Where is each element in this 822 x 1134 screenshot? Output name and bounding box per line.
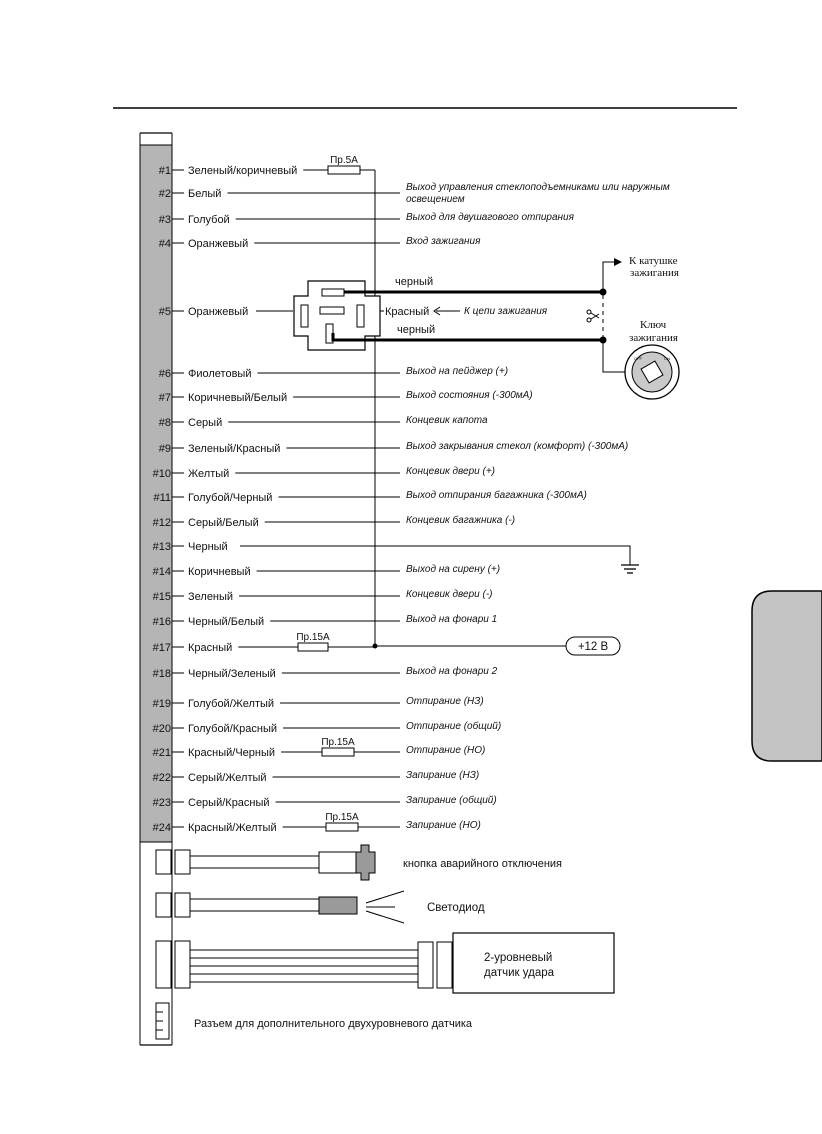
wire-function: Выход на фонари 1 bbox=[406, 614, 498, 625]
wire-function: Выход управления стеклоподъемниками или наружным bbox=[406, 182, 670, 193]
aux-connector-label: Разъем для дополнительного двухуровневого датчика bbox=[194, 1018, 473, 1030]
pin-number: #18 bbox=[152, 668, 171, 680]
wire-row bbox=[153, 514, 515, 529]
pin-number: #19 bbox=[152, 698, 171, 710]
wire-row bbox=[159, 390, 533, 404]
fuse-label: Пр.15А bbox=[325, 812, 359, 823]
wire-color: Серый/Белый bbox=[188, 517, 259, 529]
wire-row bbox=[153, 613, 498, 628]
side-tab bbox=[752, 591, 822, 761]
wire-function: Запирание (общий) bbox=[406, 795, 497, 806]
wire-color: Оранжевый bbox=[188, 306, 249, 318]
wire-row bbox=[159, 236, 481, 250]
wire-function: Выход на фонари 2 bbox=[406, 666, 498, 677]
svg-text:OFF: OFF bbox=[634, 356, 642, 361]
wire-function: Отпирание (НО) bbox=[406, 745, 486, 756]
fuse-label: Пр.15А bbox=[296, 632, 330, 643]
wire-color: Фиолетовый bbox=[188, 368, 252, 380]
wire-color: Коричневый bbox=[188, 566, 251, 578]
wire-color: Серый bbox=[188, 417, 223, 429]
pin-number: #4 bbox=[158, 238, 171, 250]
wire-row bbox=[153, 466, 495, 480]
fuse bbox=[298, 643, 328, 651]
wire-function: освещением bbox=[406, 194, 465, 205]
wire-color: Черный/Белый bbox=[188, 616, 265, 628]
pin-number: #21 bbox=[152, 747, 171, 759]
coil-label-line1: К катушке bbox=[629, 255, 678, 267]
pin-number: #1 bbox=[158, 165, 171, 177]
relay-black-bottom-label: черный bbox=[397, 324, 436, 336]
wire-row bbox=[153, 632, 375, 654]
wire-row bbox=[153, 812, 481, 834]
wire-color: Голубой/Красный bbox=[188, 723, 278, 735]
wire-color: Голубой bbox=[188, 214, 230, 226]
wire-function: Вход зажигания bbox=[406, 236, 481, 247]
pin-number: #22 bbox=[152, 772, 171, 784]
wire-function: Выход на сирену (+) bbox=[406, 564, 501, 575]
wire-function: Отпирание (НЗ) bbox=[406, 696, 484, 707]
wire-color: Белый bbox=[188, 188, 222, 200]
pin-number: #24 bbox=[152, 822, 171, 834]
scissors-icon bbox=[587, 310, 599, 322]
pin-number: #12 bbox=[152, 517, 171, 529]
shock-sensor-label-line2: датчик удара bbox=[484, 967, 555, 979]
fuse bbox=[326, 823, 358, 831]
wire-row bbox=[159, 155, 375, 177]
wire-row bbox=[153, 489, 586, 504]
relay-red-label: Красный bbox=[385, 306, 430, 318]
pin-number: #13 bbox=[152, 541, 171, 553]
wire-row bbox=[153, 720, 502, 735]
ignition-circuit-label: К цепи зажигания bbox=[464, 306, 548, 317]
pin-number: #6 bbox=[158, 368, 171, 380]
wire-color: Красный/Черный bbox=[188, 747, 276, 759]
shock-sensor-label-line1: 2-уровневый bbox=[484, 952, 553, 964]
emergency-button-label: кнопка аварийного отключения bbox=[403, 858, 562, 870]
wire-function: Запирание (НЗ) bbox=[406, 770, 480, 781]
wire-color: Оранжевый bbox=[188, 238, 249, 250]
pin-number: #17 bbox=[152, 642, 171, 654]
wire-row bbox=[153, 696, 484, 710]
wire-function: Отпирание (общий) bbox=[406, 721, 502, 732]
wire-color: Серый/Красный bbox=[188, 797, 270, 809]
wire-function: Выход закрывания стекол (комфорт) (-300мА) bbox=[406, 441, 629, 452]
wire-color: Серый/Желтый bbox=[188, 772, 267, 784]
wire-color: Зеленый bbox=[188, 591, 234, 603]
pin-number: #14 bbox=[152, 566, 171, 578]
wire-color: Желтый bbox=[188, 468, 230, 480]
wire-function: Концевик багажника (-) bbox=[406, 515, 516, 526]
pin-number: #2 bbox=[158, 188, 171, 200]
pin-number: #5 bbox=[158, 306, 171, 318]
fuse-label: Пр.15А bbox=[321, 737, 355, 748]
wire-function: Выход на пейджер (+) bbox=[406, 366, 509, 377]
wire-color: Красный/Желтый bbox=[188, 822, 277, 834]
fuse bbox=[322, 748, 354, 756]
wire-row bbox=[153, 794, 497, 809]
wire-color: Коричневый/Белый bbox=[188, 392, 288, 404]
wire-row bbox=[159, 415, 488, 429]
wire-function: Концевик двери (-) bbox=[406, 589, 493, 600]
pin-number: #20 bbox=[152, 723, 171, 735]
key-label-line2: зажигания bbox=[629, 332, 678, 344]
pin-number: #3 bbox=[158, 214, 171, 226]
pin-number: #8 bbox=[158, 417, 171, 429]
ground-wire bbox=[240, 546, 630, 565]
coil-label-line2: зажигания bbox=[630, 267, 679, 279]
pin-number: #15 bbox=[152, 591, 171, 603]
wire-row bbox=[159, 182, 670, 205]
power-label: +12 В bbox=[577, 641, 609, 653]
wire-row bbox=[153, 665, 498, 680]
key-feed-line bbox=[603, 340, 627, 372]
wire-row bbox=[159, 366, 508, 380]
pin-number: #11 bbox=[153, 492, 171, 504]
pin-number: #7 bbox=[158, 392, 171, 404]
wire-function: Концевик капота bbox=[406, 415, 488, 426]
aux-connector bbox=[156, 1003, 169, 1039]
svg-text:ON: ON bbox=[664, 356, 670, 361]
wire-color: Голубой/Желтый bbox=[188, 698, 275, 710]
wire-color: Черный bbox=[188, 541, 228, 553]
wire-function: Выход состояния (-300мА) bbox=[406, 390, 533, 401]
pin-number: #9 bbox=[158, 443, 171, 455]
pin-number: #16 bbox=[152, 616, 171, 628]
wire-row bbox=[153, 541, 228, 553]
wire-color: Зеленый/Красный bbox=[188, 443, 281, 455]
ignition-key-icon bbox=[625, 345, 679, 399]
wire-color: Черный/Зеленый bbox=[188, 668, 276, 680]
fuse-label: Пр.5А bbox=[330, 155, 358, 166]
relay-black-top-label: черный bbox=[395, 276, 434, 288]
fuse bbox=[328, 166, 360, 174]
key-label-line1: Ключ bbox=[640, 319, 667, 331]
wire-function: Запирание (НО) bbox=[406, 820, 481, 831]
pin-number: #23 bbox=[152, 797, 171, 809]
led-harness bbox=[156, 893, 357, 917]
wire-row bbox=[159, 440, 628, 455]
wire-row bbox=[153, 564, 500, 578]
wire-color: Голубой/Черный bbox=[188, 492, 273, 504]
led-rays-icon bbox=[366, 891, 404, 923]
coil-arrow-icon bbox=[614, 258, 622, 266]
wire-color: Зеленый/коричневый bbox=[188, 165, 298, 177]
coil-feed-line bbox=[603, 262, 614, 292]
led-label: Светодиод bbox=[427, 902, 485, 914]
emergency-button-harness bbox=[156, 845, 375, 880]
wire-row bbox=[153, 589, 493, 603]
wire-function: Выход для двушагового отпирания bbox=[406, 212, 574, 223]
wire-function: Выход отпирания багажника (-300мА) bbox=[406, 490, 587, 501]
wire-row bbox=[159, 212, 575, 226]
pin-number: #10 bbox=[152, 468, 171, 480]
wire-color: Красный bbox=[188, 642, 233, 654]
wire-row bbox=[153, 770, 480, 784]
wire-function: Концевик двери (+) bbox=[406, 466, 496, 477]
wire-rows bbox=[153, 155, 670, 834]
ground-icon bbox=[621, 565, 639, 573]
wire-row bbox=[153, 737, 486, 759]
